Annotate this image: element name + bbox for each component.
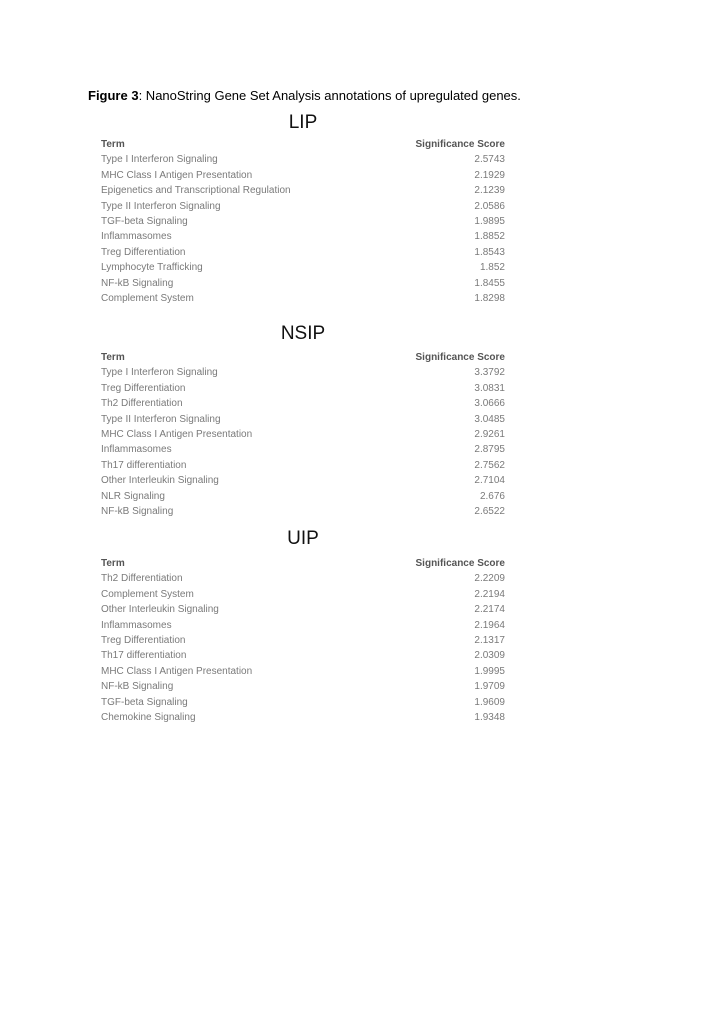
score-cell: 1.852 (479, 262, 505, 274)
score-cell: 2.8795 (474, 444, 505, 456)
term-cell: Chemokine Signaling (101, 711, 196, 723)
table-row (101, 245, 505, 260)
term-cell: Th17 differentiation (101, 459, 187, 471)
term-cell: MHC Class I Antigen Presentation (101, 665, 253, 677)
term-cell: NF-kB Signaling (101, 505, 174, 517)
table-row (101, 152, 505, 167)
score-cell: 2.2209 (474, 573, 505, 585)
score-cell: 2.9261 (474, 428, 505, 440)
figure-caption (88, 88, 521, 103)
table-row (101, 396, 505, 411)
term-cell: Treg Differentiation (101, 246, 186, 258)
term-cell: MHC Class I Antigen Presentation (101, 428, 253, 440)
table-row (101, 648, 505, 663)
score-column-header: Significance Score (415, 139, 505, 150)
score-cell: 1.9709 (474, 681, 505, 693)
term-cell: Treg Differentiation (101, 634, 186, 646)
term-cell: Type II Interferon Signaling (101, 200, 221, 212)
score-cell: 1.8543 (474, 246, 505, 258)
term-cell: Th17 differentiation (101, 650, 187, 662)
table-header (101, 556, 505, 571)
table-row (101, 365, 505, 380)
term-cell: Type II Interferon Signaling (101, 413, 221, 425)
score-cell: 3.0485 (474, 413, 505, 425)
term-cell: MHC Class I Antigen Presentation (101, 169, 253, 181)
table-row (101, 291, 505, 306)
significance-table (101, 556, 505, 725)
term-cell: Complement System (101, 292, 194, 304)
term-cell: Inflammasomes (101, 444, 172, 456)
table-row (101, 427, 505, 442)
table-row (101, 199, 505, 214)
score-cell: 2.7562 (474, 459, 505, 471)
table-row (101, 633, 505, 648)
table-header (101, 137, 505, 152)
score-cell: 1.9995 (474, 665, 505, 677)
section-title: UIP (287, 528, 319, 549)
table-row (101, 276, 505, 291)
table-row (101, 571, 505, 586)
table-row (101, 695, 505, 710)
term-cell: Th2 Differentiation (101, 398, 183, 410)
score-column-header: Significance Score (415, 558, 505, 569)
term-cell: Epigenetics and Transcriptional Regulation (101, 185, 291, 197)
term-cell: TGF-beta Signaling (101, 215, 188, 227)
table-row (101, 489, 505, 504)
score-cell: 2.2194 (474, 588, 505, 600)
table-row (101, 458, 505, 473)
score-cell: 1.8852 (474, 231, 505, 243)
table-row (101, 679, 505, 694)
term-cell: NLR Signaling (101, 490, 165, 502)
score-cell: 1.8298 (474, 292, 505, 304)
score-cell: 3.3792 (474, 367, 505, 379)
term-column-header: Term (101, 352, 125, 363)
table-row (101, 587, 505, 602)
table-row (101, 214, 505, 229)
term-cell: Inflammasomes (101, 619, 172, 631)
score-cell: 2.6522 (474, 505, 505, 517)
term-column-header: Term (101, 139, 125, 150)
term-cell: Th2 Differentiation (101, 573, 183, 585)
significance-table (101, 350, 505, 519)
term-cell: Inflammasomes (101, 231, 172, 243)
term-cell: Other Interleukin Signaling (101, 475, 219, 487)
term-cell: Other Interleukin Signaling (101, 604, 219, 616)
score-cell: 1.9348 (474, 711, 505, 723)
score-cell: 1.9609 (474, 696, 505, 708)
table-row (101, 229, 505, 244)
score-cell: 2.2174 (474, 604, 505, 616)
score-cell: 3.0831 (474, 382, 505, 394)
table-row (101, 412, 505, 427)
figure-label: Figure 3 (88, 88, 139, 103)
section-title: NSIP (280, 323, 326, 344)
table-row (101, 168, 505, 183)
term-cell: Type I Interferon Signaling (101, 367, 218, 379)
term-cell: Treg Differentiation (101, 382, 186, 394)
table-header (101, 350, 505, 365)
term-cell: Lymphocyte Trafficking (101, 262, 203, 274)
table-row (101, 602, 505, 617)
score-column-header: Significance Score (415, 352, 505, 363)
table-row (101, 618, 505, 633)
figure-caption-text: : NanoString Gene Set Analysis annotations of upregulated genes. (138, 88, 521, 103)
score-cell: 2.1239 (474, 185, 505, 197)
table-row (101, 442, 505, 457)
score-cell: 1.9895 (474, 215, 505, 227)
score-cell: 2.5743 (474, 154, 505, 166)
table-row (101, 381, 505, 396)
score-cell: 2.1317 (474, 634, 505, 646)
section-title: LIP (288, 112, 318, 133)
table-row (101, 260, 505, 275)
score-cell: 2.0309 (474, 650, 505, 662)
table-row (101, 504, 505, 519)
score-cell: 1.8455 (474, 277, 505, 289)
score-cell: 3.0666 (474, 398, 505, 410)
table-row (101, 183, 505, 198)
table-row (101, 473, 505, 488)
score-cell: 2.0586 (474, 200, 505, 212)
table-row (101, 664, 505, 679)
term-cell: TGF-beta Signaling (101, 696, 188, 708)
score-cell: 2.7104 (474, 475, 505, 487)
term-cell: NF-kB Signaling (101, 681, 174, 693)
score-cell: 2.1964 (474, 619, 505, 631)
term-column-header: Term (101, 558, 125, 569)
score-cell: 2.1929 (474, 169, 505, 181)
significance-table (101, 137, 505, 306)
term-cell: NF-kB Signaling (101, 277, 174, 289)
score-cell: 2.676 (479, 490, 505, 502)
table-row (101, 710, 505, 725)
term-cell: Type I Interferon Signaling (101, 154, 218, 166)
term-cell: Complement System (101, 588, 194, 600)
